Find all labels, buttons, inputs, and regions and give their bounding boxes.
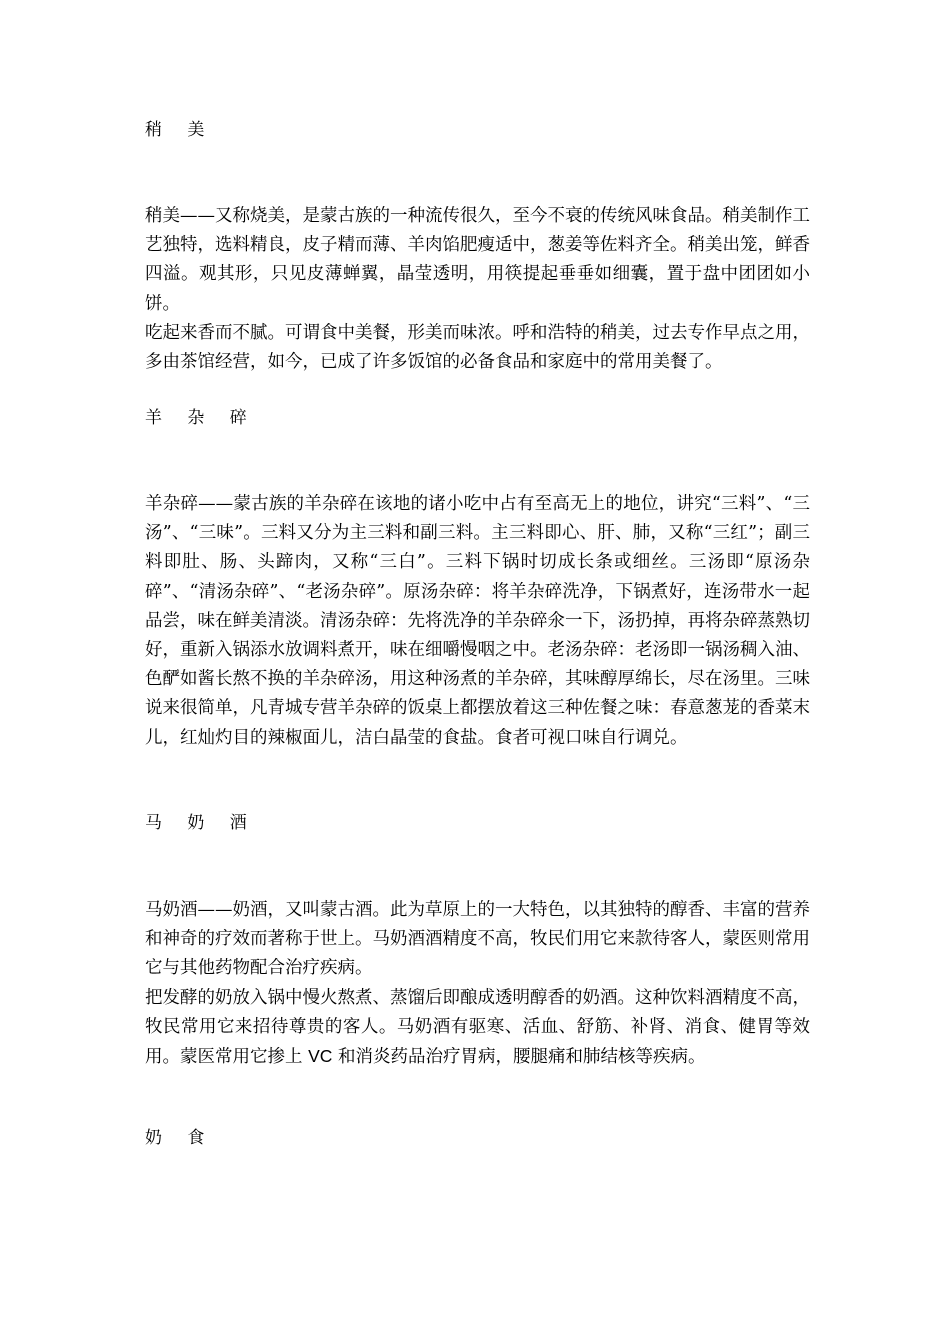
paragraph: 马奶酒——奶酒，又叫蒙古酒。此为草原上的一大特色，以其独特的醇香、丰富的营养和神奇的疗效而著称于世上。马奶酒酒精度不高，牧民们用它来款待客人，蒙医则常用它与其他药物配合治疗疾病。 bbox=[145, 900, 810, 979]
paragraph-text: 和消炎药品治疗胃病，腰腿痛和肺结核等疾病。 bbox=[337, 1047, 706, 1068]
section-title-naishi: 奶 食 bbox=[145, 1128, 215, 1148]
vc-text: VC bbox=[308, 1046, 333, 1067]
paragraph: 吃起来香而不腻。可谓食中美餐，形美而味浓。呼和浩特的稍美，过去专作早点之用，多由茶馆经营，如今，已成了许多饭馆的必备食品和家庭中的常用美餐了。 bbox=[145, 322, 810, 373]
paragraph bbox=[145, 984, 810, 1073]
section-body-yangzasui bbox=[145, 490, 810, 753]
section-body-manaijiu bbox=[145, 896, 810, 1072]
paragraph: 稍美——又称烧美，是蒙古族的一种流传很久，至今不衰的传统风味食品。稍美制作工艺独特，选料精良，皮子精而薄、羊肉馅肥瘦适中，葱姜等佐料齐全。稍美出笼，鲜香四溢。观其形，只见皮薄蝉翼，晶莹透明，用筷提起垂垂如细囊，置于盘中团团如小饼。 bbox=[145, 206, 810, 314]
paragraph-text: 把发酵的奶放入锅中慢火熬煮、蒸馏后即酿成透明醇香的奶酒。这种饮料酒精度不高，牧民常用它来招待尊贵的客人。马奶酒有驱寒、活血、舒筋、补肾、消食、健胃等效用。蒙医常用它掺上 bbox=[145, 987, 810, 1068]
section-body-shaomei bbox=[145, 202, 810, 377]
section-title-shaomei: 稍 美 bbox=[145, 120, 215, 140]
section-title-yangzasui: 羊 杂 碎 bbox=[145, 408, 257, 428]
section-title-manaijiu: 马 奶 酒 bbox=[145, 813, 257, 833]
paragraph: 羊杂碎——蒙古族的羊杂碎在该地的诸小吃中占有至高无上的地位，讲究“三料”、“三汤”、“三味”。三料又分为主三料和副三料。主三料即心、肝、肺，又称“三红”；副三料即肚、肠、头蹄肉，又称“三白”。三料下锅时切成长条或细丝。三汤即“原汤杂碎”、“清汤杂碎”、“老汤杂碎”。原汤杂碎：将羊杂碎洗净，下锅煮好，连汤带水一起品尝，味在鲜美清淡。清汤杂碎：先将洗净的羊杂碎氽一下，汤扔掉，再将杂碎蒸熟切好，重新入锅添水放调料煮开，味在细嚼慢咽之中。老汤杂碎：老汤即一锅汤稠入油、色酽如酱长熬不换的羊杂碎汤，用这种汤煮的羊杂碎，其味醇厚绵长，尽在汤里。三味说来很简单，凡青城专营羊杂碎的饭桌上都摆放着这三种佐餐之味：春意葱茏的香菜末儿，红灿灼目的辣椒面儿，洁白晶莹的食盐。食者可视口味自行调兑。 bbox=[145, 494, 810, 748]
